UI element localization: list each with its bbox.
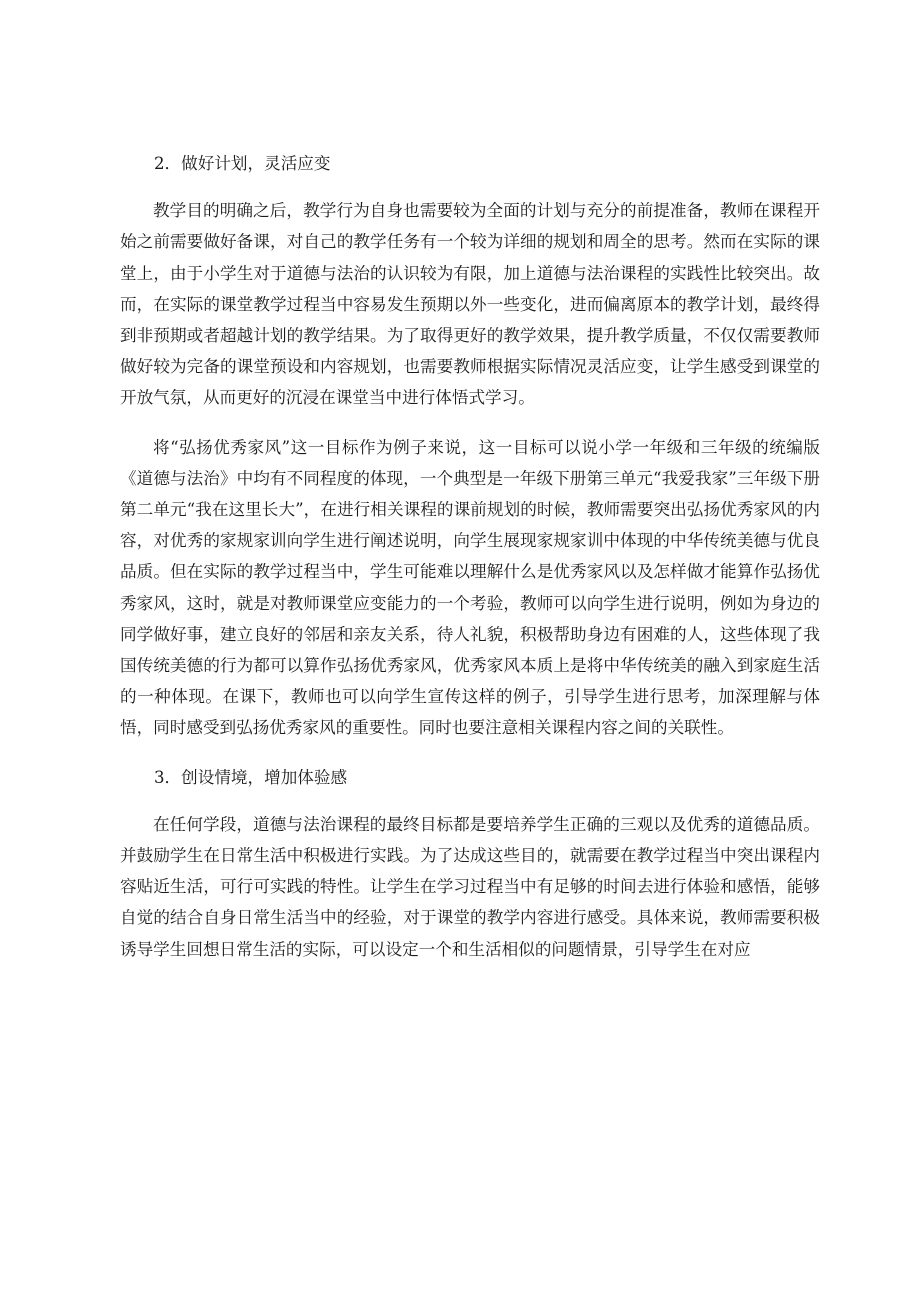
section-3-paragraph-1: 在任何学段，道德与法治课程的最终目标都是要培养学生正确的三观以及优秀的道德品质。并鼓励学生在日常生活中积极进行实践。为了达成这些目的，就需要在教学过程当中突出课程内容贴近生活，可行可实践的特性。让学生在学习过程当中有足够的时间去进行体验和感悟，能够自觉的结合自身日常生活当中的经验，对于课堂的教学内容进行感受。具体来说，教师需要积极诱导学生回想日常生活的实际，可以设定一个和生活相似的问题情景，引导学生在对应 xyxy=(120,814,820,959)
section-3-heading: 3．创设情境，增加体验感 xyxy=(154,767,348,787)
section-2-heading: 2．做好计划，灵活应变 xyxy=(154,154,331,173)
section-2-paragraph-1: 教学目的明确之后，教学行为自身也需要较为全面的计划与充分的前提准备，教师在课程开始之前需要做好备课，对自己的教学任务有一个较为详细的规划和周全的思考。然而在实际的课堂上，由于小学生对于道德与法治的认识较为有限，加上道德与法治课程的实践性比较突出。故而，在实际的课堂教学过程当中容易发生预期以外一些变化，进而偏离原本的教学计划，最终得到非预期或者超越计划的教学结果。为了取得更好的教学效果，提升教学质量，不仅仅需要教师做好较为完备的课堂预设和内容规划，也需要教师根据实际情况灵活应变，让学生感受到课堂的开放气氛，从而更好的沉浸在课堂当中进行体悟式学习。 xyxy=(120,201,820,408)
spacer xyxy=(120,744,820,762)
section-2-paragraph-2: 将“弘扬优秀家风”这一目标作为例子来说，这一目标可以说小学一年级和三年级的统编版《道德与法治》中均有不同程度的体现，一个典型是一年级下册第三单元“我爱我家”三年级下册第二单元“我在这里长大”，在进行相关课程的课前规划的时候，教师需要突出弘扬优秀家风的内容，对优秀的家规家训向学生进行阐述说明，向学生展现家规家训中体现的中华传统美德与优良品质。但在实际的教学过程当中，学生可能难以理解什么是优秀家风以及怎样做才能算作弘扬优秀家风，这时，就是对教师课堂应变能力的一个考验，教师可以向学生进行说明，例如为身边的同学做好事，建立良好的邻居和亲友关系，待人礼貌，积极帮助身边有困难的人，这些体现了我国传统美德的行为都可以算作弘扬优秀家风，优秀家风本质上是将中华传统美的融入到家庭生活的一种体现。在课下，教师也可以向学生宣传这样的例子，引导学生进行思考，加深理解与体悟，同时感受到弘扬优秀家风的重要性。同时也要注意相关课程内容之间的关联性。 xyxy=(120,437,820,738)
spacer xyxy=(120,414,820,432)
document-body xyxy=(120,148,820,965)
spacer xyxy=(120,793,820,809)
spacer xyxy=(120,179,820,195)
